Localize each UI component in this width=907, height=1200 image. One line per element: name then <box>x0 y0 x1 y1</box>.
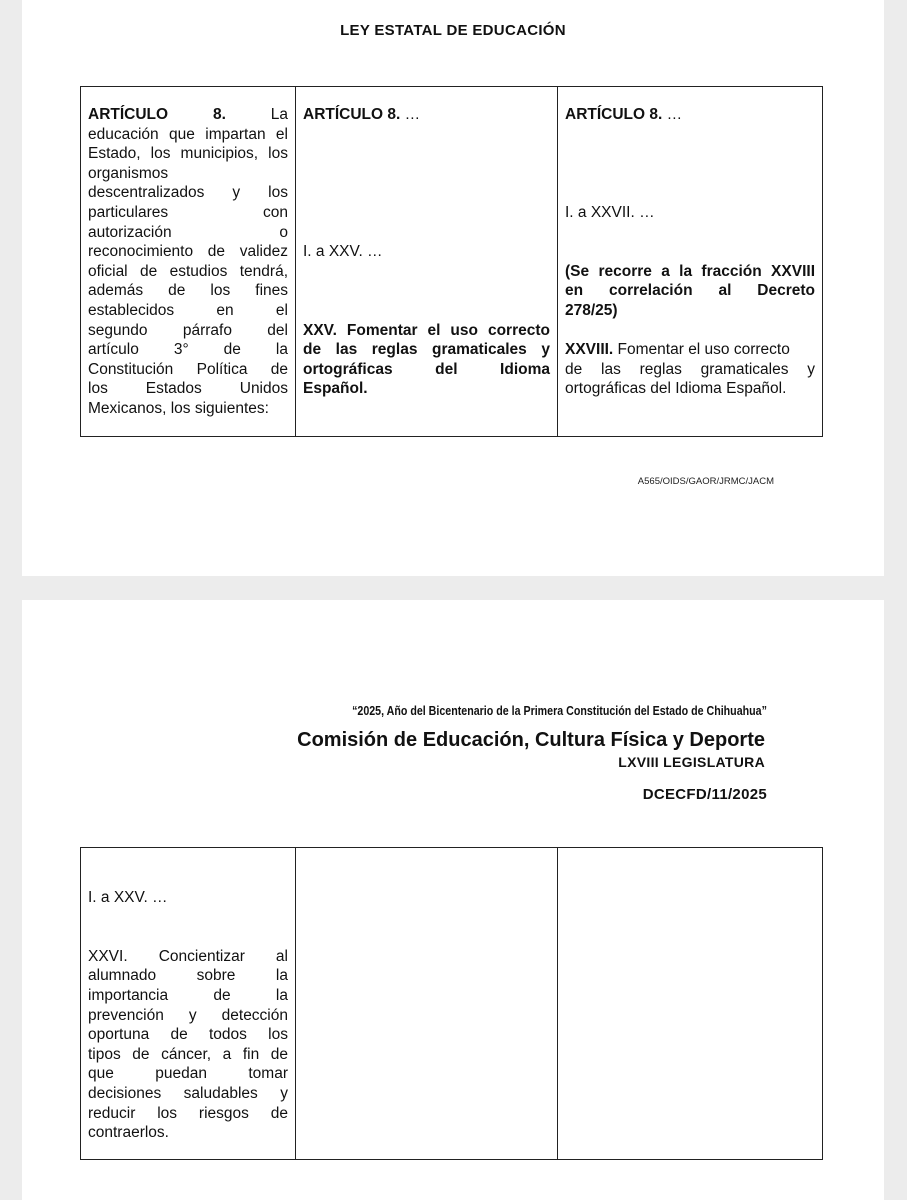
article-number: 8. <box>212 106 226 123</box>
article-heading-line <box>88 105 288 125</box>
fraction-xxviii-line <box>565 340 815 360</box>
ellipsis: … <box>400 106 421 123</box>
fraction-xxvi-line: importancia de la <box>88 986 288 1004</box>
text-line: organismos <box>88 164 169 182</box>
fraction-xxvi-line: tipos de cáncer, a fin de <box>88 1045 288 1063</box>
fractions-unchanged: I. a XXV. … <box>88 889 168 906</box>
text-line: los Estados Unidos <box>88 380 288 398</box>
renumbering-note-line: en correlación al Decreto <box>565 282 815 300</box>
text-line: oficial de estudios tendrá, <box>88 262 288 280</box>
fraction-xxviii-line: de las reglas gramaticales y <box>565 360 815 378</box>
initiative-column <box>81 848 296 1160</box>
law-title: LEY ESTATAL DE EDUCACIÓN <box>340 22 566 39</box>
year-motto: “2025, Año del Bicentenario de la Primera Constitución del Estado de Chihuahua” <box>352 703 767 718</box>
article-heading <box>303 105 550 125</box>
empty-column <box>558 848 823 1160</box>
initiative-column <box>296 87 558 437</box>
fraction-xxviii-line: ortográficas del Idioma Español. <box>565 380 787 398</box>
text-line: descentralizados y los <box>88 184 288 202</box>
text-line: reconocimiento de validez <box>88 243 288 261</box>
text-line: Constitución Política de <box>88 360 288 378</box>
text-line: establecidos en el <box>88 301 288 319</box>
reference-code: A565/OIDS/GAOR/JRMC/JACM <box>637 476 774 487</box>
article-label: ARTÍCULO 8. <box>565 106 663 123</box>
text-line: particulares con <box>88 203 288 221</box>
text-line: educación que impartan el <box>88 125 288 143</box>
fraction-xxvi-line: decisiones saludables y <box>88 1084 288 1102</box>
article-word: La <box>270 106 289 123</box>
text-line: artículo 3° de la <box>88 341 288 359</box>
comparison-table-page-2 <box>80 847 823 1160</box>
fraction-xxvi-line: XXVI. Concientizar al <box>88 947 288 965</box>
document-number: DCECFD/11/2025 <box>642 786 767 803</box>
fraction-xxvi-line: que puedan tomar <box>88 1065 288 1083</box>
fraction-xxvi-line: prevención y detección <box>88 1006 288 1024</box>
fraction-xxvi-line: contraerlos. <box>88 1124 169 1142</box>
fraction-xxv-line: de las reglas gramaticales y <box>303 341 550 359</box>
comparison-table-page-1 <box>80 86 823 437</box>
article-label: ARTÍCULO <box>88 106 169 123</box>
article-heading <box>565 105 815 125</box>
fraction-xxvi-line: alumnado sobre la <box>88 967 288 985</box>
fraction-xxv-line: XXV. Fomentar el uso correcto <box>303 321 550 339</box>
fraction-xxviii-text: Fomentar el uso correcto <box>613 341 790 359</box>
text-line: autorización o <box>88 223 288 241</box>
fractions-unchanged: I. a XXVII. … <box>565 203 655 221</box>
fraction-xxviii-label: XXVIII. <box>565 341 614 359</box>
fractions-unchanged: I. a XXV. … <box>303 243 383 261</box>
text-line: segundo párrafo del <box>88 321 288 339</box>
fraction-xxvi-line: oportuna de todos los <box>88 1026 288 1044</box>
renumbering-note-line: (Se recorre a la fracción XXVIII <box>565 262 815 280</box>
ellipsis: … <box>662 106 683 123</box>
renumbering-note-line: 278/25) <box>565 301 618 319</box>
current-law-column <box>81 87 296 437</box>
fraction-xxvi-line: reducir los riesgos de <box>88 1104 288 1122</box>
proposed-text-column <box>558 87 823 437</box>
fraction-xxv-line: Español. <box>303 380 368 398</box>
legislature-label: LXVIII LEGISLATURA <box>618 754 765 770</box>
fraction-xxv-line: ortográficas del Idioma <box>303 360 550 378</box>
article-label: ARTÍCULO 8. <box>303 106 401 123</box>
text-line: Estado, los municipios, los <box>88 145 288 163</box>
text-line: además de los fines <box>88 282 288 300</box>
text-line: Mexicanos, los siguientes: <box>88 399 269 417</box>
commission-name: Comisión de Educación, Cultura Física y Deporte <box>297 729 765 751</box>
empty-column <box>296 848 558 1160</box>
